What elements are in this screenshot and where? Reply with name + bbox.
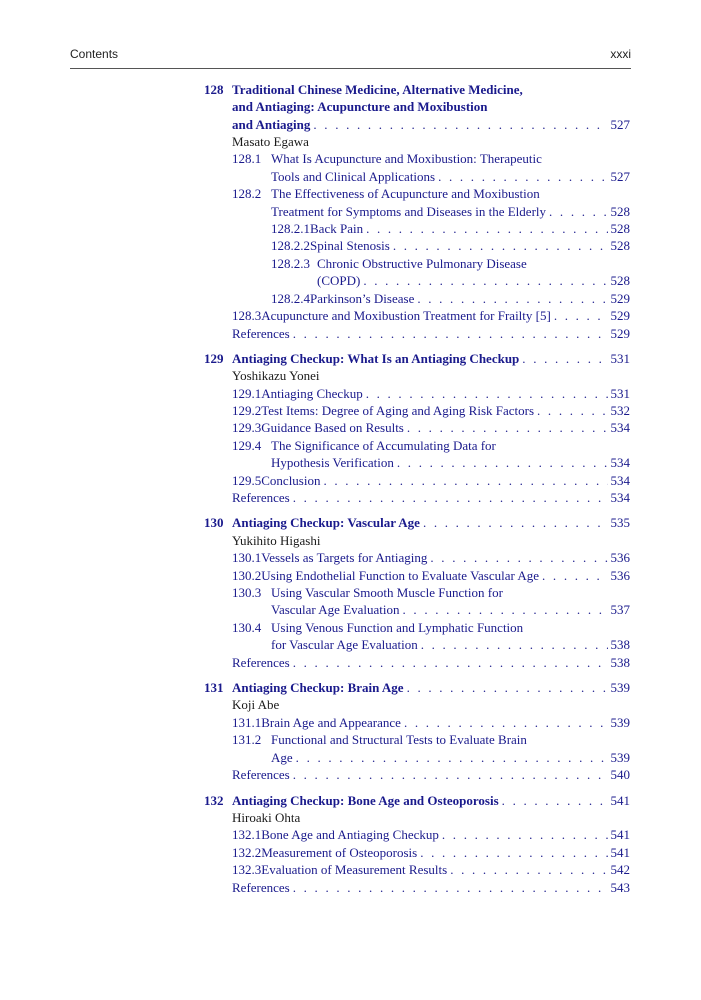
section-title: Using Venous Function and Lymphatic Function bbox=[271, 620, 524, 635]
page-number: 528 bbox=[610, 273, 630, 288]
chapter-title-line[interactable]: and Antiaging: Acupuncture and Moxibustion bbox=[232, 99, 488, 114]
references-label: References bbox=[232, 655, 290, 670]
page-number: 534 bbox=[610, 473, 630, 488]
section-title: Guidance Based on Results bbox=[261, 420, 404, 435]
section-title: Hypothesis Verification bbox=[271, 455, 394, 470]
page-number: 527 bbox=[610, 117, 630, 132]
references-label: References bbox=[232, 490, 290, 505]
dot-leader bbox=[522, 350, 607, 367]
section-number: 130.4 bbox=[232, 620, 262, 635]
section-title: Back Pain bbox=[310, 221, 364, 236]
chapter-author: Yoshikazu Yonei bbox=[232, 368, 320, 383]
dot-leader bbox=[293, 654, 608, 671]
dot-leader bbox=[554, 307, 608, 324]
page-number: 541 bbox=[610, 827, 630, 842]
toc-entry-section[interactable] bbox=[232, 844, 630, 861]
toc-entry-section[interactable] bbox=[232, 419, 630, 436]
section-number: 128.2.2 bbox=[271, 238, 310, 253]
section-number: 128.2.4 bbox=[271, 291, 310, 306]
page-number: 534 bbox=[610, 490, 630, 505]
toc-entry-chapter[interactable] bbox=[232, 679, 630, 696]
chapter-author: Koji Abe bbox=[232, 697, 280, 712]
section-number: 129.4 bbox=[232, 438, 262, 453]
page-number: 538 bbox=[610, 655, 630, 670]
toc-entry-section[interactable] bbox=[232, 567, 630, 584]
section-title: Age bbox=[271, 750, 293, 765]
section-title: Parkinson’s Disease bbox=[310, 291, 415, 306]
section-number: 132.3 bbox=[232, 862, 262, 877]
chapter-title: Antiaging Checkup: Bone Age and Osteoporosis bbox=[232, 793, 499, 808]
toc-entry-references[interactable] bbox=[232, 654, 630, 671]
chapter-author: Masato Egawa bbox=[232, 134, 309, 149]
toc-entry-subsection[interactable] bbox=[271, 255, 630, 272]
dot-leader bbox=[417, 290, 607, 307]
toc-entry-subsection[interactable] bbox=[271, 220, 630, 237]
toc-entry-subsection[interactable] bbox=[271, 290, 630, 307]
chapter-title-line: and Antiaging bbox=[232, 117, 311, 132]
section-number: 129.1 bbox=[232, 386, 262, 401]
page-number: 531 bbox=[610, 351, 630, 366]
toc-entry-section[interactable] bbox=[232, 731, 630, 748]
page-number: 540 bbox=[610, 767, 630, 782]
toc-entry-references[interactable] bbox=[232, 489, 630, 506]
references-label: References bbox=[232, 880, 290, 895]
dot-leader bbox=[404, 714, 608, 731]
toc-entry-section-cont[interactable] bbox=[271, 749, 630, 766]
page-number: 539 bbox=[610, 715, 630, 730]
chapter-number: 131 bbox=[204, 680, 224, 695]
section-number: 132.2 bbox=[232, 845, 262, 860]
section-number: 130.3 bbox=[232, 585, 262, 600]
dot-leader bbox=[502, 792, 608, 809]
toc-entry-section[interactable] bbox=[232, 826, 630, 843]
toc-entry-references[interactable] bbox=[232, 766, 630, 783]
dot-leader bbox=[366, 385, 608, 402]
page-number: 527 bbox=[610, 169, 630, 184]
toc-entry-section-cont[interactable] bbox=[271, 636, 630, 653]
dot-leader bbox=[549, 203, 607, 220]
toc-entry-subsection[interactable] bbox=[271, 237, 630, 254]
page-number: 539 bbox=[610, 680, 630, 695]
section-title: Using Vascular Smooth Muscle Function for bbox=[271, 585, 503, 600]
page-number: 534 bbox=[610, 420, 630, 435]
section-title: Spinal Stenosis bbox=[310, 238, 390, 253]
page-number: 529 bbox=[610, 291, 630, 306]
section-number: 130.1 bbox=[232, 550, 262, 565]
dot-leader bbox=[293, 879, 608, 896]
dot-leader bbox=[438, 168, 607, 185]
toc-entry-section[interactable] bbox=[232, 150, 630, 167]
references-label: References bbox=[232, 767, 290, 782]
dot-leader bbox=[393, 237, 608, 254]
dot-leader bbox=[442, 826, 608, 843]
dot-leader bbox=[363, 272, 607, 289]
dot-leader bbox=[366, 220, 607, 237]
toc-entry-section-cont[interactable] bbox=[271, 454, 630, 471]
dot-leader bbox=[450, 861, 607, 878]
section-title: Brain Age and Appearance bbox=[261, 715, 401, 730]
section-title: What Is Acupuncture and Moxibustion: Therapeutic bbox=[271, 151, 542, 166]
page-number: 532 bbox=[610, 403, 630, 418]
page-number: 536 bbox=[610, 568, 630, 583]
section-number: 128.2.1 bbox=[271, 221, 310, 236]
page-number: 528 bbox=[610, 221, 630, 236]
chapter-title: Antiaging Checkup: Vascular Age bbox=[232, 515, 420, 530]
toc-entry-section[interactable] bbox=[232, 549, 630, 566]
page-number: 535 bbox=[610, 515, 630, 530]
dot-leader bbox=[420, 844, 607, 861]
section-title: Measurement of Osteoporosis bbox=[261, 845, 418, 860]
section-number: 128.3 bbox=[232, 308, 262, 323]
toc-entry-references[interactable] bbox=[232, 325, 630, 342]
section-title: (COPD) bbox=[317, 273, 361, 288]
section-title: Using Endothelial Function to Evaluate Vascular Age bbox=[261, 568, 540, 583]
section-title: The Significance of Accumulating Data for bbox=[271, 438, 496, 453]
running-header bbox=[70, 47, 631, 67]
page-number: 528 bbox=[610, 204, 630, 219]
chapter-author: Yukihito Higashi bbox=[232, 533, 321, 548]
toc-entry-section-cont[interactable] bbox=[271, 601, 630, 618]
toc-entry-section[interactable] bbox=[232, 307, 630, 324]
page-number: 531 bbox=[610, 386, 630, 401]
page-number: 541 bbox=[610, 793, 630, 808]
chapter-number: 132 bbox=[204, 793, 224, 808]
toc-entry-chapter[interactable] bbox=[232, 514, 630, 531]
toc-entry-chapter[interactable] bbox=[232, 792, 630, 809]
section-number: 129.5 bbox=[232, 473, 262, 488]
section-title: Test Items: Degree of Aging and Aging Risk Factors bbox=[261, 403, 535, 418]
page-number: 538 bbox=[610, 637, 630, 652]
section-title: Acupuncture and Moxibustion Treatment for Frailty [5] bbox=[261, 308, 551, 323]
page-number: 537 bbox=[610, 602, 630, 617]
dot-leader bbox=[293, 766, 608, 783]
dot-leader bbox=[430, 549, 607, 566]
section-number: 130.2 bbox=[232, 568, 262, 583]
toc-entry-section[interactable] bbox=[232, 385, 630, 402]
chapter-number: 128 bbox=[204, 82, 224, 97]
section-number: 128.2.3 bbox=[271, 256, 310, 271]
dot-leader bbox=[542, 567, 607, 584]
header-rule bbox=[70, 68, 631, 69]
section-number: 128.1 bbox=[232, 151, 262, 166]
toc-entry-section[interactable] bbox=[232, 714, 630, 731]
page-number: 534 bbox=[610, 455, 630, 470]
chapter-number: 129 bbox=[204, 351, 224, 366]
header-page-number: xxxi bbox=[610, 47, 631, 61]
page-number: 529 bbox=[610, 308, 630, 323]
toc-entry-section-cont[interactable] bbox=[271, 168, 630, 185]
page-number: 536 bbox=[610, 550, 630, 565]
dot-leader bbox=[423, 514, 608, 531]
toc-entry-section[interactable] bbox=[232, 402, 630, 419]
section-number: 129.3 bbox=[232, 420, 262, 435]
toc-entry-chapter[interactable] bbox=[232, 116, 630, 133]
chapter-title-line[interactable]: Traditional Chinese Medicine, Alternative Medicine, bbox=[232, 82, 523, 97]
toc-entry-section[interactable] bbox=[232, 437, 630, 454]
chapter-title: Antiaging Checkup: Brain Age bbox=[232, 680, 404, 695]
section-title: Conclusion bbox=[261, 473, 321, 488]
toc-entry-section[interactable] bbox=[232, 584, 630, 601]
toc-entry-section[interactable] bbox=[232, 861, 630, 878]
section-title: for Vascular Age Evaluation bbox=[271, 637, 418, 652]
toc-entry-references[interactable] bbox=[232, 879, 630, 896]
dot-leader bbox=[397, 454, 608, 471]
section-title: Bone Age and Antiaging Checkup bbox=[261, 827, 439, 842]
references-label: References bbox=[232, 326, 290, 341]
section-title: Treatment for Symptoms and Diseases in the Elderly bbox=[271, 204, 547, 219]
section-number: 132.1 bbox=[232, 827, 262, 842]
chapter-title: Antiaging Checkup: What Is an Antiaging Checkup bbox=[232, 351, 520, 366]
section-title: Evaluation of Measurement Results bbox=[261, 862, 448, 877]
dot-leader bbox=[407, 419, 608, 436]
toc-entry-subsection-cont[interactable] bbox=[317, 272, 630, 289]
section-number: 128.2 bbox=[232, 186, 262, 201]
section-number: 129.2 bbox=[232, 403, 262, 418]
page-number: 543 bbox=[610, 880, 630, 895]
dot-leader bbox=[296, 749, 608, 766]
dot-leader bbox=[293, 489, 608, 506]
toc-entry-section[interactable] bbox=[232, 185, 630, 202]
dot-leader bbox=[313, 116, 607, 133]
dot-leader bbox=[407, 679, 608, 696]
dot-leader bbox=[421, 636, 608, 653]
dot-leader bbox=[323, 472, 607, 489]
page-number: 539 bbox=[610, 750, 630, 765]
section-number: 131.1 bbox=[232, 715, 262, 730]
page-number: 541 bbox=[610, 845, 630, 860]
chapter-author: Hiroaki Ohta bbox=[232, 810, 301, 825]
section-title: Antiaging Checkup bbox=[261, 386, 363, 401]
toc-entry-section[interactable] bbox=[232, 619, 630, 636]
section-title: Functional and Structural Tests to Evaluate Brain bbox=[271, 732, 527, 747]
page-number: 528 bbox=[610, 238, 630, 253]
header-section-label: Contents bbox=[70, 47, 119, 61]
page-number: 529 bbox=[610, 326, 630, 341]
page-number: 542 bbox=[610, 862, 630, 877]
toc-entry-section-cont[interactable] bbox=[271, 203, 630, 220]
dot-leader bbox=[537, 402, 607, 419]
section-title: Vascular Age Evaluation bbox=[271, 602, 400, 617]
chapter-number: 130 bbox=[204, 515, 224, 530]
section-title: The Effectiveness of Acupuncture and Moxibustion bbox=[271, 186, 540, 201]
dot-leader bbox=[403, 601, 608, 618]
toc-entry-section[interactable] bbox=[232, 472, 630, 489]
section-title: Vessels as Targets for Antiaging bbox=[261, 550, 428, 565]
toc-entry-chapter[interactable] bbox=[232, 350, 630, 367]
section-title: Chronic Obstructive Pulmonary Disease bbox=[317, 256, 527, 271]
dot-leader bbox=[293, 325, 608, 342]
section-number: 131.2 bbox=[232, 732, 262, 747]
section-title: Tools and Clinical Applications bbox=[271, 169, 436, 184]
